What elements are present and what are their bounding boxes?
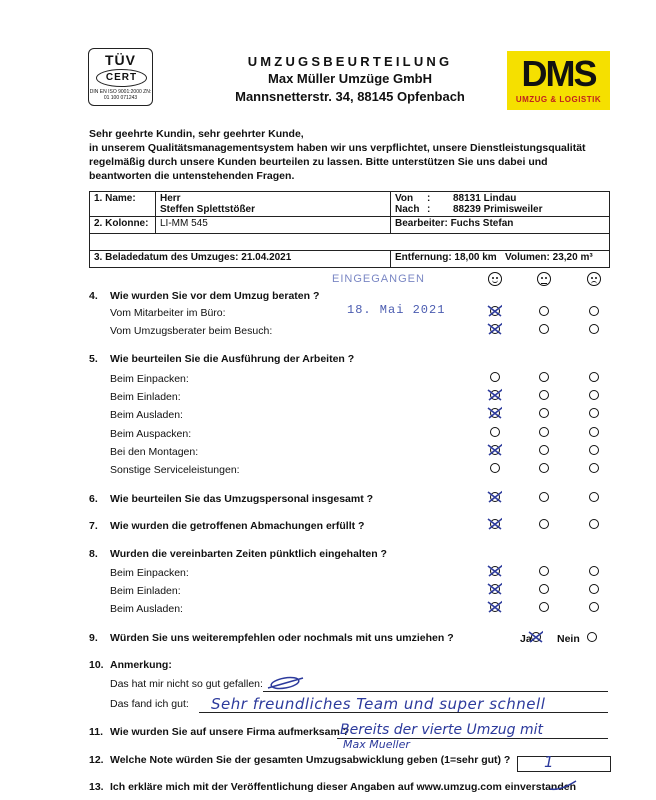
selected-cross-icon	[486, 517, 502, 531]
company-address: Mannsnetterstr. 34, 88145 Opfenbach	[235, 89, 465, 104]
q5-sub-6: Sonstige Serviceleistungen:	[110, 464, 240, 476]
name-label-cell: 1. Name:	[90, 192, 156, 217]
q8-sub-3: Beim Ausladen:	[110, 603, 183, 615]
selected-cross-icon	[486, 443, 502, 457]
intro-text	[89, 127, 609, 183]
answer-radio[interactable]	[589, 519, 599, 529]
q12-number: 12.	[89, 754, 104, 766]
q13-text: Ich erkläre mich mit der Veröffentlichung dieser Angaben auf www.umzug.com einverstanden	[110, 781, 576, 793]
tuv-logo-cert: CERT	[96, 69, 147, 87]
answer-radio[interactable]	[589, 492, 599, 502]
selected-cross-icon	[486, 582, 502, 596]
q10-text: Anmerkung:	[110, 659, 172, 671]
q10-good-label: Das fand ich gut:	[110, 698, 189, 710]
bearbeiter: Bearbeiter: Fuchs Stefan	[391, 217, 610, 234]
q4-sub-1: Vom Mitarbeiter im Büro:	[110, 307, 226, 319]
happy-smiley-icon	[488, 272, 502, 286]
answer-radio[interactable]	[539, 306, 549, 316]
answer-radio[interactable]	[539, 390, 549, 400]
q4-text: Wie wurden Sie vor dem Umzug beraten ?	[110, 290, 320, 302]
answer-radio[interactable]	[589, 408, 599, 418]
answer-radio[interactable]	[490, 372, 500, 382]
q10-bad-scribble	[265, 675, 307, 691]
selected-cross-icon	[486, 388, 502, 402]
q9-text: Würden Sie uns weiterempfehlen oder nochmals mit uns umziehen ?	[110, 632, 454, 644]
q10-number: 10.	[89, 659, 104, 671]
answer-radio[interactable]	[589, 306, 599, 316]
answer-radio[interactable]	[539, 602, 549, 612]
document-title: UMZUGSBEURTEILUNG	[247, 54, 453, 69]
neutral-smiley-icon	[537, 272, 551, 286]
q5-number: 5.	[89, 353, 98, 365]
q8-text: Wurden die vereinbarten Zeiten pünktlich eingehalten ?	[110, 548, 387, 560]
q8-sub-2: Beim Einladen:	[110, 585, 181, 597]
received-stamp-date: 18. Mai 2021	[347, 303, 446, 317]
q5-text: Wie beurteilen Sie die Ausführung der Arbeiten ?	[110, 353, 355, 365]
q5-sub-4: Beim Auspacken:	[110, 428, 192, 440]
q4-sub-2: Vom Umzugsberater beim Besuch:	[110, 325, 273, 337]
q5-sub-1: Beim Einpacken:	[110, 373, 189, 385]
selected-cross-icon	[486, 406, 502, 420]
intro-body: in unserem Qualitätsmanagementsystem haben wir uns verpflichtet, unsere Dienstleistungsqualität regelmäßig durch unsere Kunden beurteilen zu lassen. Bitte unterstützen Sie uns dabei und beantworten die untenstehenden Fragen.	[89, 142, 586, 182]
q13-number: 13.	[89, 781, 104, 793]
answer-radio[interactable]	[539, 372, 549, 382]
answer-radio[interactable]	[589, 445, 599, 455]
q11-text: Wie wurden Sie auf unsere Firma aufmerksam ?	[110, 726, 350, 738]
name-salutation: Herr	[160, 193, 181, 204]
q7-text: Wie wurden die getroffenen Abmachungen erfüllt ?	[110, 520, 365, 532]
kolonne-label: 2. Kolonne:	[90, 217, 156, 234]
q5-sub-5: Bei den Montagen:	[110, 446, 199, 458]
q7-number: 7.	[89, 520, 98, 532]
tuv-logo-bottom: DIN EN ISO 9001:2000 ZN: 01 100 071243	[89, 89, 152, 101]
q8-number: 8.	[89, 548, 98, 560]
answer-radio[interactable]	[490, 463, 500, 473]
q9-number: 9.	[89, 632, 98, 644]
nach-value: 88239 Primisweiler	[453, 204, 543, 215]
kolonne-value: LI-MM 545	[156, 217, 391, 234]
dms-logo-sub: UMZUG & LOGISTIK	[515, 95, 602, 104]
dms-logo	[507, 51, 610, 110]
q4-number: 4.	[89, 290, 98, 302]
selected-cross-icon	[486, 600, 502, 614]
q11-answer-2: Max Mueller	[343, 738, 410, 751]
answer-radio[interactable]	[539, 427, 549, 437]
q9-nein-label: Nein	[557, 633, 580, 645]
tuv-cert-logo	[88, 48, 153, 106]
q12-text: Welche Note würden Sie der gesamten Umzugsabwicklung geben (1=sehr gut) ?	[110, 754, 511, 766]
company-name: Max Müller Umzüge GmbH	[268, 71, 432, 86]
selected-cross-icon	[486, 490, 502, 504]
name-value: Steffen Splettstößer	[160, 204, 256, 215]
von-label: Von	[395, 193, 414, 204]
answer-radio[interactable]	[589, 566, 599, 576]
q11-number: 11.	[89, 726, 104, 738]
answer-radio[interactable]	[539, 324, 549, 334]
selected-cross-icon	[527, 630, 543, 644]
answer-radio[interactable]	[539, 519, 549, 529]
q9-nein-radio[interactable]	[587, 632, 597, 642]
q12-grade-box[interactable]	[517, 756, 611, 772]
answer-radio[interactable]	[490, 427, 500, 437]
q5-sub-3: Beim Ausladen:	[110, 409, 183, 421]
answer-radio[interactable]	[589, 602, 599, 612]
answer-radio[interactable]	[589, 463, 599, 473]
answer-radio[interactable]	[589, 324, 599, 334]
beladedatum: 3. Beladedatum des Umzuges: 21.04.2021	[90, 251, 391, 268]
q8-sub-1: Beim Einpacken:	[110, 567, 189, 579]
selected-cross-icon	[486, 564, 502, 578]
selected-cross-icon	[486, 304, 502, 318]
answer-radio[interactable]	[539, 492, 549, 502]
customer-info-table	[89, 191, 610, 268]
answer-radio[interactable]	[589, 427, 599, 437]
answer-radio[interactable]	[539, 408, 549, 418]
answer-radio[interactable]	[589, 390, 599, 400]
q10-bad-line	[263, 691, 608, 692]
answer-radio[interactable]	[539, 566, 549, 576]
q10-good-answer: Sehr freundliches Team und super schnell	[211, 695, 546, 713]
answer-radio[interactable]	[589, 372, 599, 382]
entfernung: Entfernung: 18,00 km	[395, 252, 497, 263]
q11-answer-1: Bereits der vierte Umzug mit	[340, 722, 543, 738]
intro-greeting: Sehr geehrte Kundin, sehr geehrter Kunde,	[89, 128, 304, 140]
dms-logo-main: DMS	[521, 53, 596, 94]
answer-radio[interactable]	[589, 584, 599, 594]
answer-radio[interactable]	[539, 445, 549, 455]
q10-bad-label: Das hat mir nicht so gut gefallen:	[110, 678, 263, 690]
received-stamp: EINGEGANGEN	[332, 273, 425, 285]
answer-radio[interactable]	[539, 584, 549, 594]
q13-check-scribble	[548, 779, 578, 793]
answer-radio[interactable]	[539, 463, 549, 473]
q6-number: 6.	[89, 493, 98, 505]
route-cell: Von : 88131 Lindau Nach : 88239 Primisweiler	[391, 192, 610, 217]
nach-label: Nach	[395, 204, 420, 215]
tuv-logo-top: TÜV	[105, 52, 136, 68]
q12-answer: 1	[544, 753, 554, 771]
q6-text: Wie beurteilen Sie das Umzugspersonal insgesamt ?	[110, 493, 374, 505]
selected-cross-icon	[486, 322, 502, 336]
volumen: Volumen: 23,20 m³	[505, 252, 593, 263]
von-value: 88131 Lindau	[453, 193, 517, 204]
q9-ja-label: Ja	[520, 633, 532, 645]
distance-volume-cell	[391, 251, 610, 268]
sad-smiley-icon	[587, 272, 601, 286]
name-value-cell	[156, 192, 391, 217]
q5-sub-2: Beim Einladen:	[110, 391, 181, 403]
